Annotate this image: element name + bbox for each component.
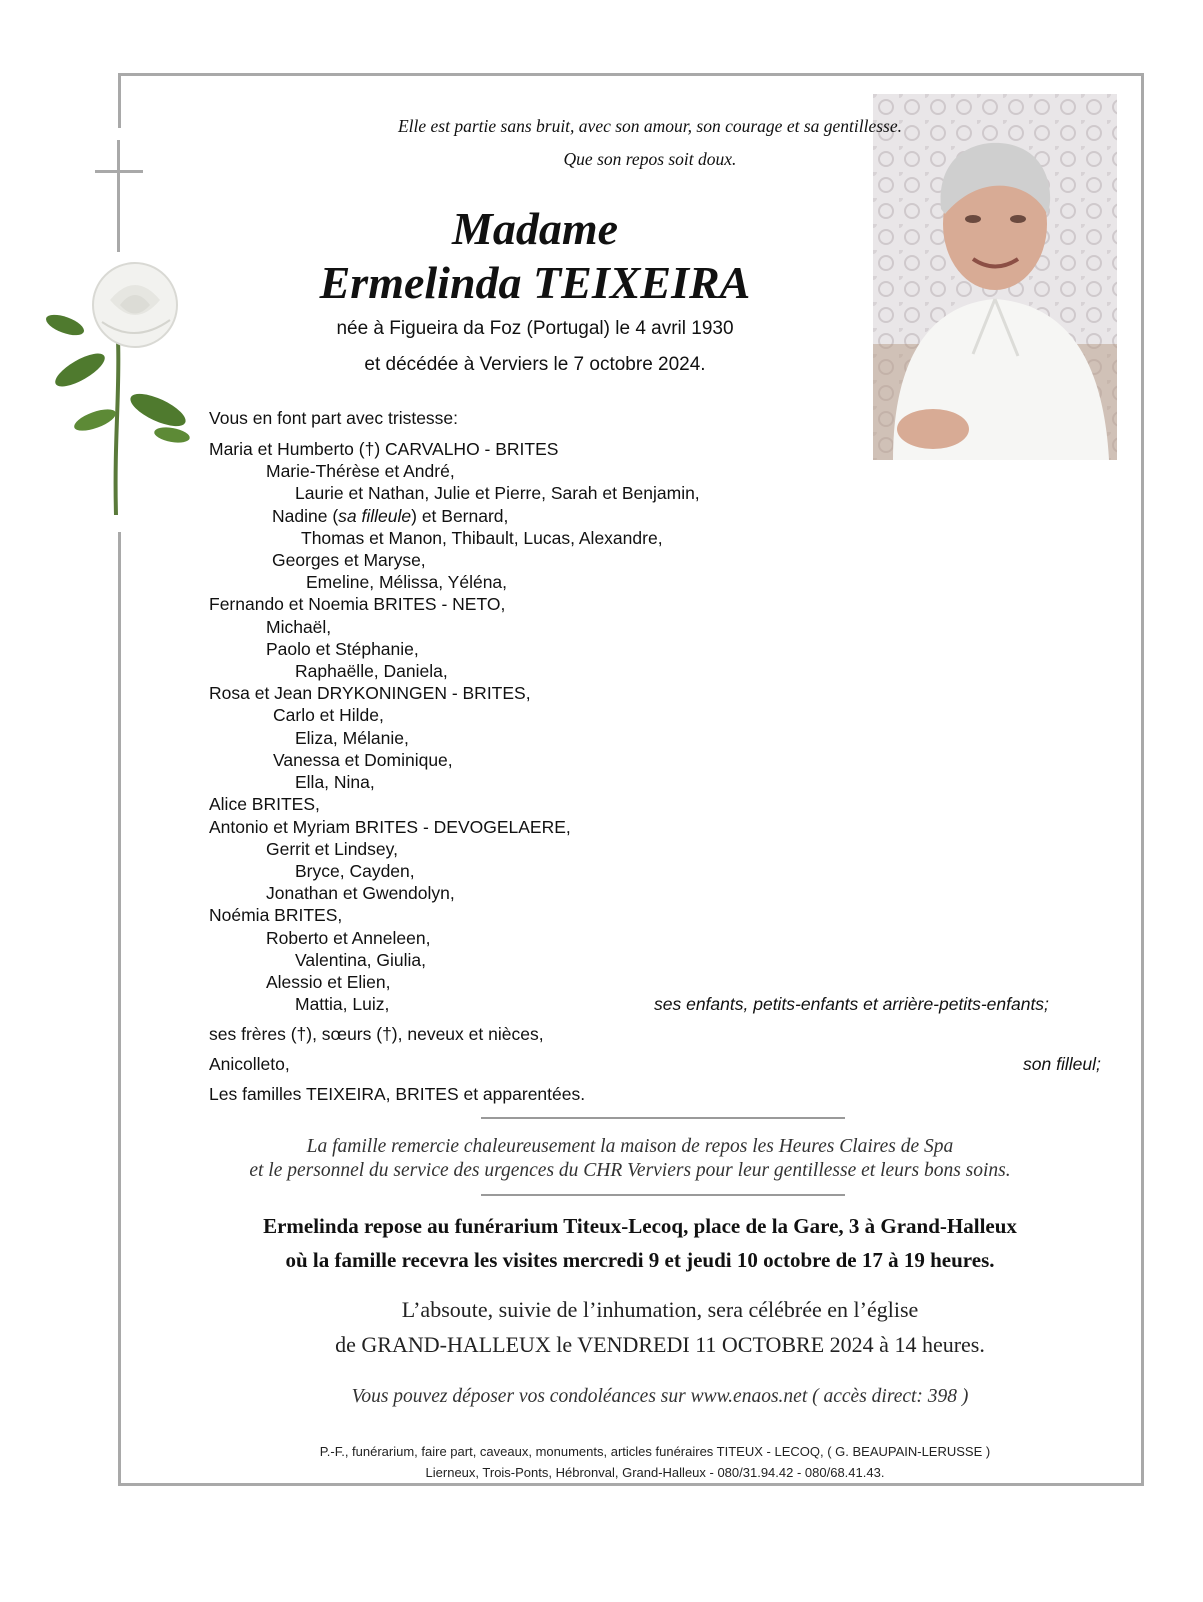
epigraph-line-1: Elle est partie sans bruit, avec son amour, son courage et sa gentillesse.: [397, 116, 903, 136]
family-line: Georges et Maryse,: [272, 550, 426, 570]
family-text: ) et Bernard,: [411, 506, 509, 526]
deceased-name: Ermelinda TEIXEIRA: [319, 257, 751, 308]
family-line: Alessio et Elien,: [266, 972, 391, 992]
godson-role: son filleul;: [1023, 1054, 1101, 1074]
family-line: Gerrit et Lindsey,: [266, 839, 398, 859]
family-line: Mattia, Luiz,: [295, 994, 390, 1014]
children-role: ses enfants, petits-enfants et arrière-petits-enfants;: [654, 994, 1049, 1014]
family-line: Thomas et Manon, Thibault, Lucas, Alexandre,: [301, 528, 663, 548]
family-line: Bryce, Cayden,: [295, 861, 415, 881]
honorific-title: Madame: [451, 203, 619, 254]
footer-line-1: P.-F., funérarium, faire part, caveaux, monuments, articles funéraires TITEUX - LECOQ, ( G. BEAUPAIN-LERUSSE ): [319, 1444, 991, 1459]
cross-icon-bar: [95, 170, 143, 173]
epigraph-line-2: Que son repos soit doux.: [563, 149, 737, 169]
family-line: Maria et Humberto (†) CARVALHO - BRITES: [209, 439, 559, 459]
family-line: Ella, Nina,: [295, 772, 375, 792]
family-line: Rosa et Jean DRYKONINGEN - BRITES,: [209, 683, 531, 703]
footer-line-2: Lierneux, Trois-Ponts, Hébronval, Grand-Halleux - 080/31.94.42 - 080/68.41.43.: [425, 1465, 885, 1480]
family-line: Eliza, Mélanie,: [295, 728, 409, 748]
birth-info: née à Figueira da Foz (Portugal) le 4 avril 1930: [336, 318, 734, 339]
thanks-line-2: et le personnel du service des urgences du CHR Verviers pour leur gentillesse et leurs bons soins.: [249, 1160, 1011, 1181]
family-line: Roberto et Anneleen,: [266, 928, 431, 948]
thanks-line-1: La famille remercie chaleureusement la maison de repos les Heures Claires de Spa: [306, 1136, 954, 1157]
family-line: Anicolleto,: [209, 1054, 290, 1074]
family-line: Fernando et Noemia BRITES - NETO,: [209, 594, 506, 614]
condolences-note: Vous pouvez déposer vos condoléances sur www.enaos.net ( accès direct: 398 ): [351, 1386, 969, 1407]
family-line: ses frères (†), sœurs (†), neveux et nièces,: [209, 1024, 544, 1044]
family-line: Vanessa et Dominique,: [273, 750, 453, 770]
godchild-note: sa filleule: [338, 506, 412, 526]
family-line: Alice BRITES,: [209, 794, 320, 814]
family-line: Jonathan et Gwendolyn,: [266, 883, 455, 903]
family-line: Carlo et Hilde,: [273, 705, 384, 725]
ceremony-line-1: L’absoute, suivie de l’inhumation, sera célébrée en l’église: [401, 1297, 919, 1322]
visitation-line-1: Ermelinda repose au funérarium Titeux-Lecoq, place de la Gare, 3 à Grand-Halleux: [263, 1214, 1017, 1238]
announcement-intro: Vous en font part avec tristesse:: [209, 408, 459, 428]
family-line: Antonio et Myriam BRITES - DEVOGELAERE,: [209, 817, 571, 837]
family-line: Marie-Thérèse et André,: [266, 461, 455, 481]
death-info: et décédée à Verviers le 7 octobre 2024.: [364, 354, 706, 375]
family-line: Noémia BRITES,: [209, 905, 343, 925]
visitation-line-2: où la famille recevra les visites mercredi 9 et jeudi 10 octobre de 17 à 19 heures.: [285, 1248, 995, 1272]
family-line: [272, 505, 508, 527]
divider: [481, 1194, 845, 1196]
family-line: Emeline, Mélissa, Yéléna,: [306, 572, 508, 592]
family-line: Les familles TEIXEIRA, BRITES et apparentées.: [209, 1084, 586, 1104]
family-line: Raphaëlle, Daniela,: [295, 661, 448, 681]
family-line: Valentina, Giulia,: [295, 950, 427, 970]
divider: [481, 1117, 845, 1119]
family-line: Michaël,: [266, 617, 332, 637]
ceremony-line-2: de GRAND-HALLEUX le VENDREDI 11 OCTOBRE 2024 à 14 heures.: [335, 1332, 985, 1357]
family-line: Laurie et Nathan, Julie et Pierre, Sarah et Benjamin,: [295, 483, 700, 503]
family-line: Paolo et Stéphanie,: [266, 639, 419, 659]
family-text: Nadine (: [272, 506, 339, 526]
